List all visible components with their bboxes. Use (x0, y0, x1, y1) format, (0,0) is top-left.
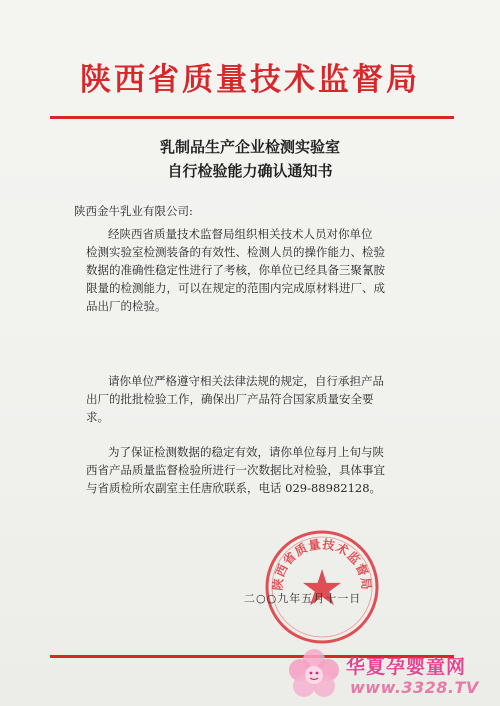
watermark-site-name: 华夏孕婴童网 (346, 656, 467, 678)
site-watermark (284, 646, 498, 704)
document-title-line-1: 乳制品生产企业检测实验室 (159, 138, 340, 156)
paragraph-line: 出厂的批批检验工作，确保出厂产品符合国家质量安全要 (86, 392, 374, 406)
paragraph-line: 为了保证检测数据的稳定有效，请你单位每月上旬与陕 (108, 445, 384, 459)
paragraph-line: 请你单位严格遵守相关法律法规的规定，自行承担产品 (108, 374, 384, 388)
watermark-url: www.3328.TV (350, 678, 479, 697)
document-title-line-2: 自行检验能力确认通知书 (167, 162, 333, 180)
header-rule (50, 116, 454, 119)
paragraph-line: 求。 (86, 410, 109, 424)
issuer-title: 陕西省质量技术监督局 (80, 62, 420, 98)
paragraph-3 (86, 443, 460, 497)
paragraph-line: 与省质检所农副室主任唐欣联系，电话 029-88982128。 (86, 481, 382, 495)
seal-text: 陕西省质量技术监督局 (270, 537, 374, 592)
paragraph-line: 限量的检测能力，可以在规定的范围内完成原材料进厂、成 (86, 281, 385, 295)
official-seal-icon (262, 527, 382, 647)
paragraph-2 (86, 372, 460, 426)
issue-date: 二○○九年五月十一日 (244, 592, 362, 605)
paragraph-line: 品出厂的检验。 (86, 299, 167, 313)
paragraph-line: 检测实验室检测装备的有效性、检测人员的操作能力、检验 (86, 245, 385, 259)
flower-logo-icon (284, 648, 344, 702)
paragraph-line: 西省产品质量监督检验所进行一次数据比对检验，具体事宜 (86, 463, 385, 477)
paragraph-line: 经陕西省质量技术监督局组织相关技术人员对你单位 (108, 227, 373, 241)
paragraph-line: 数据的准确性稳定性进行了考核，你单位已经具备三聚氰胺 (86, 263, 385, 277)
salutation: 陕西金牛乳业有限公司: (74, 204, 193, 218)
paragraph-1 (86, 225, 460, 315)
